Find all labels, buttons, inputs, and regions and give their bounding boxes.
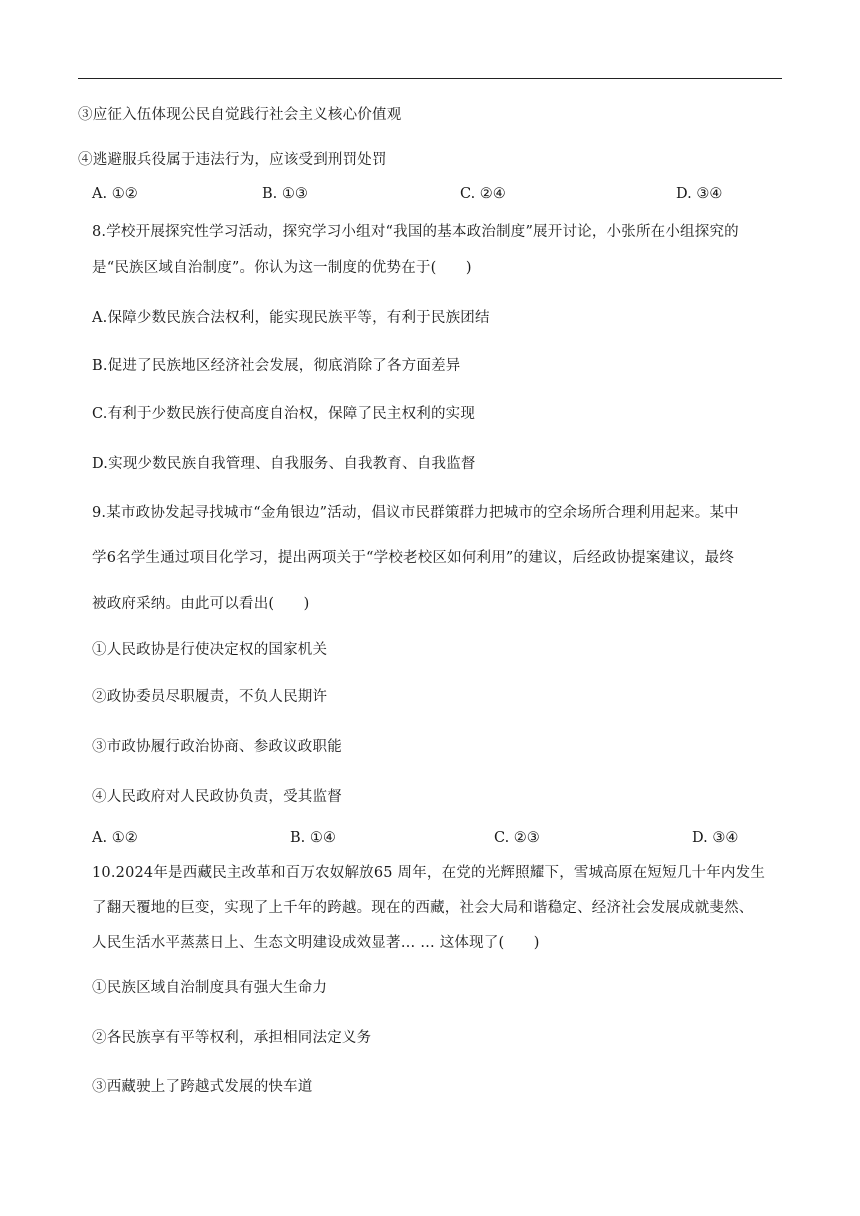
q7-statement-3: ③应征入伍体现公民自觉践行社会主义核心价值观 [78, 107, 402, 123]
q7-statement-4: ④逃避服兵役属于违法行为，应该受到刑罚处罚 [78, 152, 387, 168]
q8-option-b[interactable]: B.促进了民族地区经济社会发展，彻底消除了各方面差异 [92, 358, 461, 374]
q9-option-d[interactable]: D. ③④ [692, 830, 739, 846]
q9-statement-2: ②政协委员尽职履责，不负人民期许 [92, 689, 328, 705]
q8-option-a[interactable]: A.保障少数民族合法权利，能实现民族平等，有利于民族团结 [92, 310, 490, 326]
q9-options [92, 828, 772, 848]
q7-options [92, 184, 772, 204]
q9-stem-line-2: 学6名学生通过项目化学习，提出两项关于“学校老校区如何利用”的建议，后经政协提案建议，最终 [92, 550, 735, 566]
q9-statement-1: ①人民政协是行使决定权的国家机关 [92, 642, 328, 658]
q9-statement-4: ④人民政府对人民政协负责，受其监督 [92, 789, 342, 805]
q9-option-c[interactable]: C. ②③ [494, 830, 540, 846]
q8-option-d[interactable]: D.实现少数民族自我管理、自我服务、自我教育、自我监督 [92, 456, 476, 472]
q10-statement-3: ③西藏驶上了跨越式发展的快车道 [92, 1079, 313, 1095]
q9-option-b[interactable]: B. ①④ [290, 830, 336, 846]
q7-option-b[interactable]: B. ①③ [262, 186, 308, 202]
q10-stem-line-3: 人民生活水平蒸蒸日上、生态文明建设成效显著… … 这体现了( ) [92, 935, 540, 951]
q8-option-c[interactable]: C.有利于少数民族行使高度自治权，保障了民主权利的实现 [92, 406, 476, 422]
q9-option-a[interactable]: A. ①② [92, 830, 138, 846]
q10-stem-line-1: 10.2024年是西藏民主改革和百万农奴解放65 周年，在党的光辉照耀下，雪城高原在短短几十年内发生 [92, 865, 766, 881]
header-rule [78, 78, 782, 79]
q8-stem-line-1: 8.学校开展探究性学习活动，探究学习小组对“我国的基本政治制度”展开讨论，小张所在小组探究的 [92, 224, 739, 240]
q10-stem-line-2: 了翻天覆地的巨变，实现了上千年的跨越。现在的西藏，社会大局和谐稳定、经济社会发展成就斐然、 [92, 900, 754, 916]
q7-option-a[interactable]: A. ①② [92, 186, 138, 202]
q8-stem-line-2: 是“民族区域自治制度”。你认为这一制度的优势在于( ) [92, 260, 472, 276]
q7-option-c[interactable]: C. ②④ [460, 186, 506, 202]
q9-statement-3: ③市政协履行政治协商、参政议政职能 [92, 739, 342, 755]
q10-statement-1: ①民族区域自治制度具有强大生命力 [92, 980, 328, 996]
q7-option-d[interactable]: D. ③④ [676, 186, 723, 202]
q9-stem-line-1: 9.某市政协发起寻找城市“金角银边”活动，倡议市民群策群力把城市的空余场所合理利用起来。某中 [92, 505, 739, 521]
q10-statement-2: ②各民族享有平等权利，承担相同法定义务 [92, 1030, 372, 1046]
q9-stem-line-3: 被政府采纳。由此可以看出( ) [92, 596, 310, 612]
